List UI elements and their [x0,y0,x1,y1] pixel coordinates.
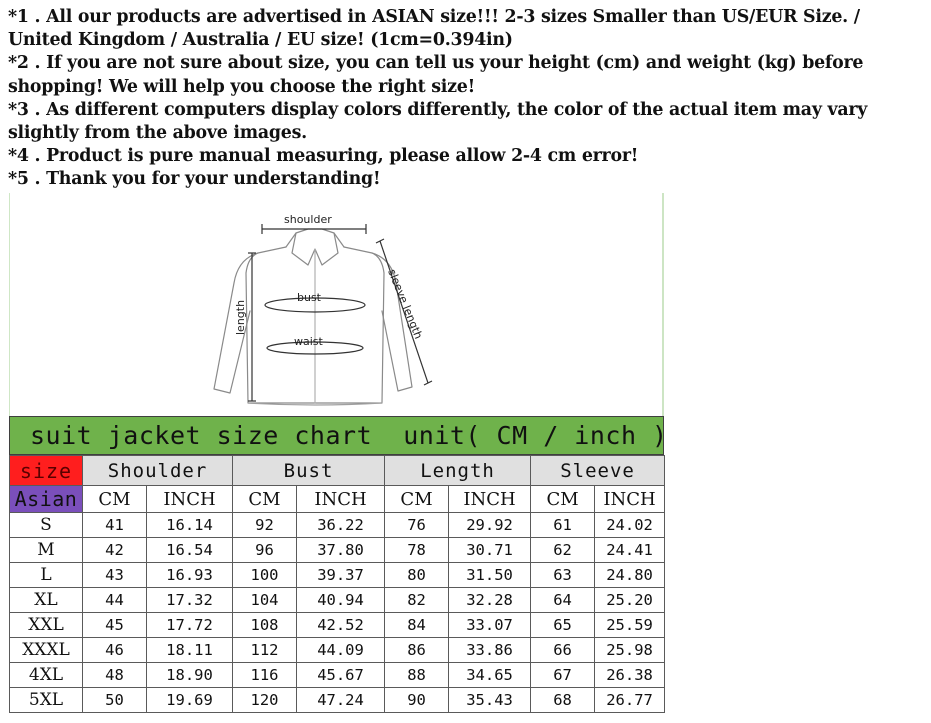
value-cell-shoulder-cm: 43 [83,563,147,588]
value-cell-sleeve-cm: 62 [531,538,595,563]
sleeve-header: Sleeve [531,456,665,486]
note-1: *1 . All our products are advertised in ASIAN size!!! 2-3 sizes Smaller than US/EUR Size. / United Kingdom / Australia / EU size! (1cm=0.394in) [8,7,860,51]
value-cell-length-in: 31.50 [449,563,531,588]
size-name-cell: 5XL [10,688,83,713]
value-cell-bust-cm: 100 [233,563,297,588]
note-2: *2 . If you are not sure about size, you can tell us your height (cm) and weight (kg) before shopping! We will help you choose the right size! [8,53,864,97]
size-name-cell: M [10,538,83,563]
size-chart-title: suit jacket size chart unit( CM / inch ) [9,416,664,455]
value-cell-sleeve-in: 25.20 [595,588,665,613]
value-cell-shoulder-cm: 41 [83,513,147,538]
value-cell-shoulder-in: 17.72 [147,613,233,638]
value-cell-length-in: 34.65 [449,663,531,688]
value-cell-length-cm: 82 [385,588,449,613]
value-cell-shoulder-in: 17.32 [147,588,233,613]
value-cell-length-in: 30.71 [449,538,531,563]
value-cell-length-cm: 84 [385,613,449,638]
unit-cm: CM [385,486,449,513]
size-name-cell: XL [10,588,83,613]
unit-inch: INCH [147,486,233,513]
value-cell-sleeve-in: 24.80 [595,563,665,588]
size-name-cell: 4XL [10,663,83,688]
note-3: *3 . As different computers display colors differently, the color of the actual item may vary slightly from the above images. [8,99,868,144]
note-4: *4 . Product is pure manual measuring, please allow 2-4 cm error! [8,146,639,167]
bust-label: bust [297,291,321,304]
value-cell-sleeve-cm: 63 [531,563,595,588]
bust-header: Bust [233,456,385,486]
value-cell-shoulder-cm: 42 [83,538,147,563]
value-cell-bust-in: 42.52 [297,613,385,638]
size-name-cell: XXXL [10,638,83,663]
unit-cm: CM [531,486,595,513]
size-name-cell: S [10,513,83,538]
value-cell-sleeve-cm: 66 [531,638,595,663]
value-cell-bust-cm: 112 [233,638,297,663]
size-row [10,563,665,588]
value-cell-bust-in: 47.24 [297,688,385,713]
size-row [10,513,665,538]
value-cell-length-cm: 80 [385,563,449,588]
value-cell-sleeve-cm: 68 [531,688,595,713]
unit-inch: INCH [595,486,665,513]
value-cell-bust-cm: 92 [233,513,297,538]
value-cell-sleeve-cm: 65 [531,613,595,638]
waist-label: waist [294,335,323,348]
jacket-illustration [10,193,665,417]
size-chart-table [9,455,665,713]
value-cell-length-in: 29.92 [449,513,531,538]
value-cell-shoulder-cm: 45 [83,613,147,638]
size-name-cell: L [10,563,83,588]
value-cell-sleeve-in: 26.77 [595,688,665,713]
size-row [10,588,665,613]
value-cell-bust-cm: 96 [233,538,297,563]
size-row [10,688,665,713]
length-label: length [234,299,247,335]
shoulder-header: Shoulder [83,456,233,486]
size-row [10,613,665,638]
note-5: *5 . Thank you for your understanding! [8,169,381,190]
size-header: size [10,456,83,486]
value-cell-bust-in: 44.09 [297,638,385,663]
value-cell-shoulder-cm: 48 [83,663,147,688]
value-cell-bust-cm: 104 [233,588,297,613]
asian-header: Asian [10,486,83,513]
value-cell-length-in: 35.43 [449,688,531,713]
value-cell-sleeve-cm: 67 [531,663,595,688]
value-cell-bust-in: 39.37 [297,563,385,588]
unit-inch: INCH [449,486,531,513]
size-row [10,663,665,688]
value-cell-bust-in: 40.94 [297,588,385,613]
value-cell-shoulder-in: 16.54 [147,538,233,563]
measurement-diagram [9,193,664,417]
value-cell-shoulder-in: 16.14 [147,513,233,538]
value-cell-length-cm: 78 [385,538,449,563]
value-cell-shoulder-cm: 50 [83,688,147,713]
shoulder-label: shoulder [284,213,332,226]
value-cell-shoulder-in: 16.93 [147,563,233,588]
value-cell-shoulder-in: 18.11 [147,638,233,663]
value-cell-bust-cm: 116 [233,663,297,688]
measure-header-row [10,456,665,486]
unit-cm: CM [233,486,297,513]
value-cell-length-in: 32.28 [449,588,531,613]
value-cell-length-cm: 90 [385,688,449,713]
value-cell-sleeve-in: 24.41 [595,538,665,563]
value-cell-sleeve-in: 25.59 [595,613,665,638]
value-cell-sleeve-in: 24.02 [595,513,665,538]
value-cell-shoulder-in: 19.69 [147,688,233,713]
value-cell-bust-in: 36.22 [297,513,385,538]
value-cell-length-cm: 86 [385,638,449,663]
size-notes [8,6,928,192]
value-cell-sleeve-in: 25.98 [595,638,665,663]
size-name-cell: XXL [10,613,83,638]
value-cell-bust-cm: 120 [233,688,297,713]
value-cell-length-in: 33.07 [449,613,531,638]
unit-inch: INCH [297,486,385,513]
size-row [10,638,665,663]
value-cell-bust-in: 37.80 [297,538,385,563]
value-cell-shoulder-cm: 46 [83,638,147,663]
value-cell-bust-cm: 108 [233,613,297,638]
value-cell-sleeve-cm: 61 [531,513,595,538]
value-cell-bust-in: 45.67 [297,663,385,688]
size-row [10,538,665,563]
sleeve-length-label: sleeve length [385,267,426,341]
value-cell-length-cm: 76 [385,513,449,538]
value-cell-length-cm: 88 [385,663,449,688]
value-cell-shoulder-in: 18.90 [147,663,233,688]
length-header: Length [385,456,531,486]
unit-header-row [10,486,665,513]
value-cell-sleeve-in: 26.38 [595,663,665,688]
unit-cm: CM [83,486,147,513]
value-cell-sleeve-cm: 64 [531,588,595,613]
value-cell-shoulder-cm: 44 [83,588,147,613]
value-cell-length-in: 33.86 [449,638,531,663]
